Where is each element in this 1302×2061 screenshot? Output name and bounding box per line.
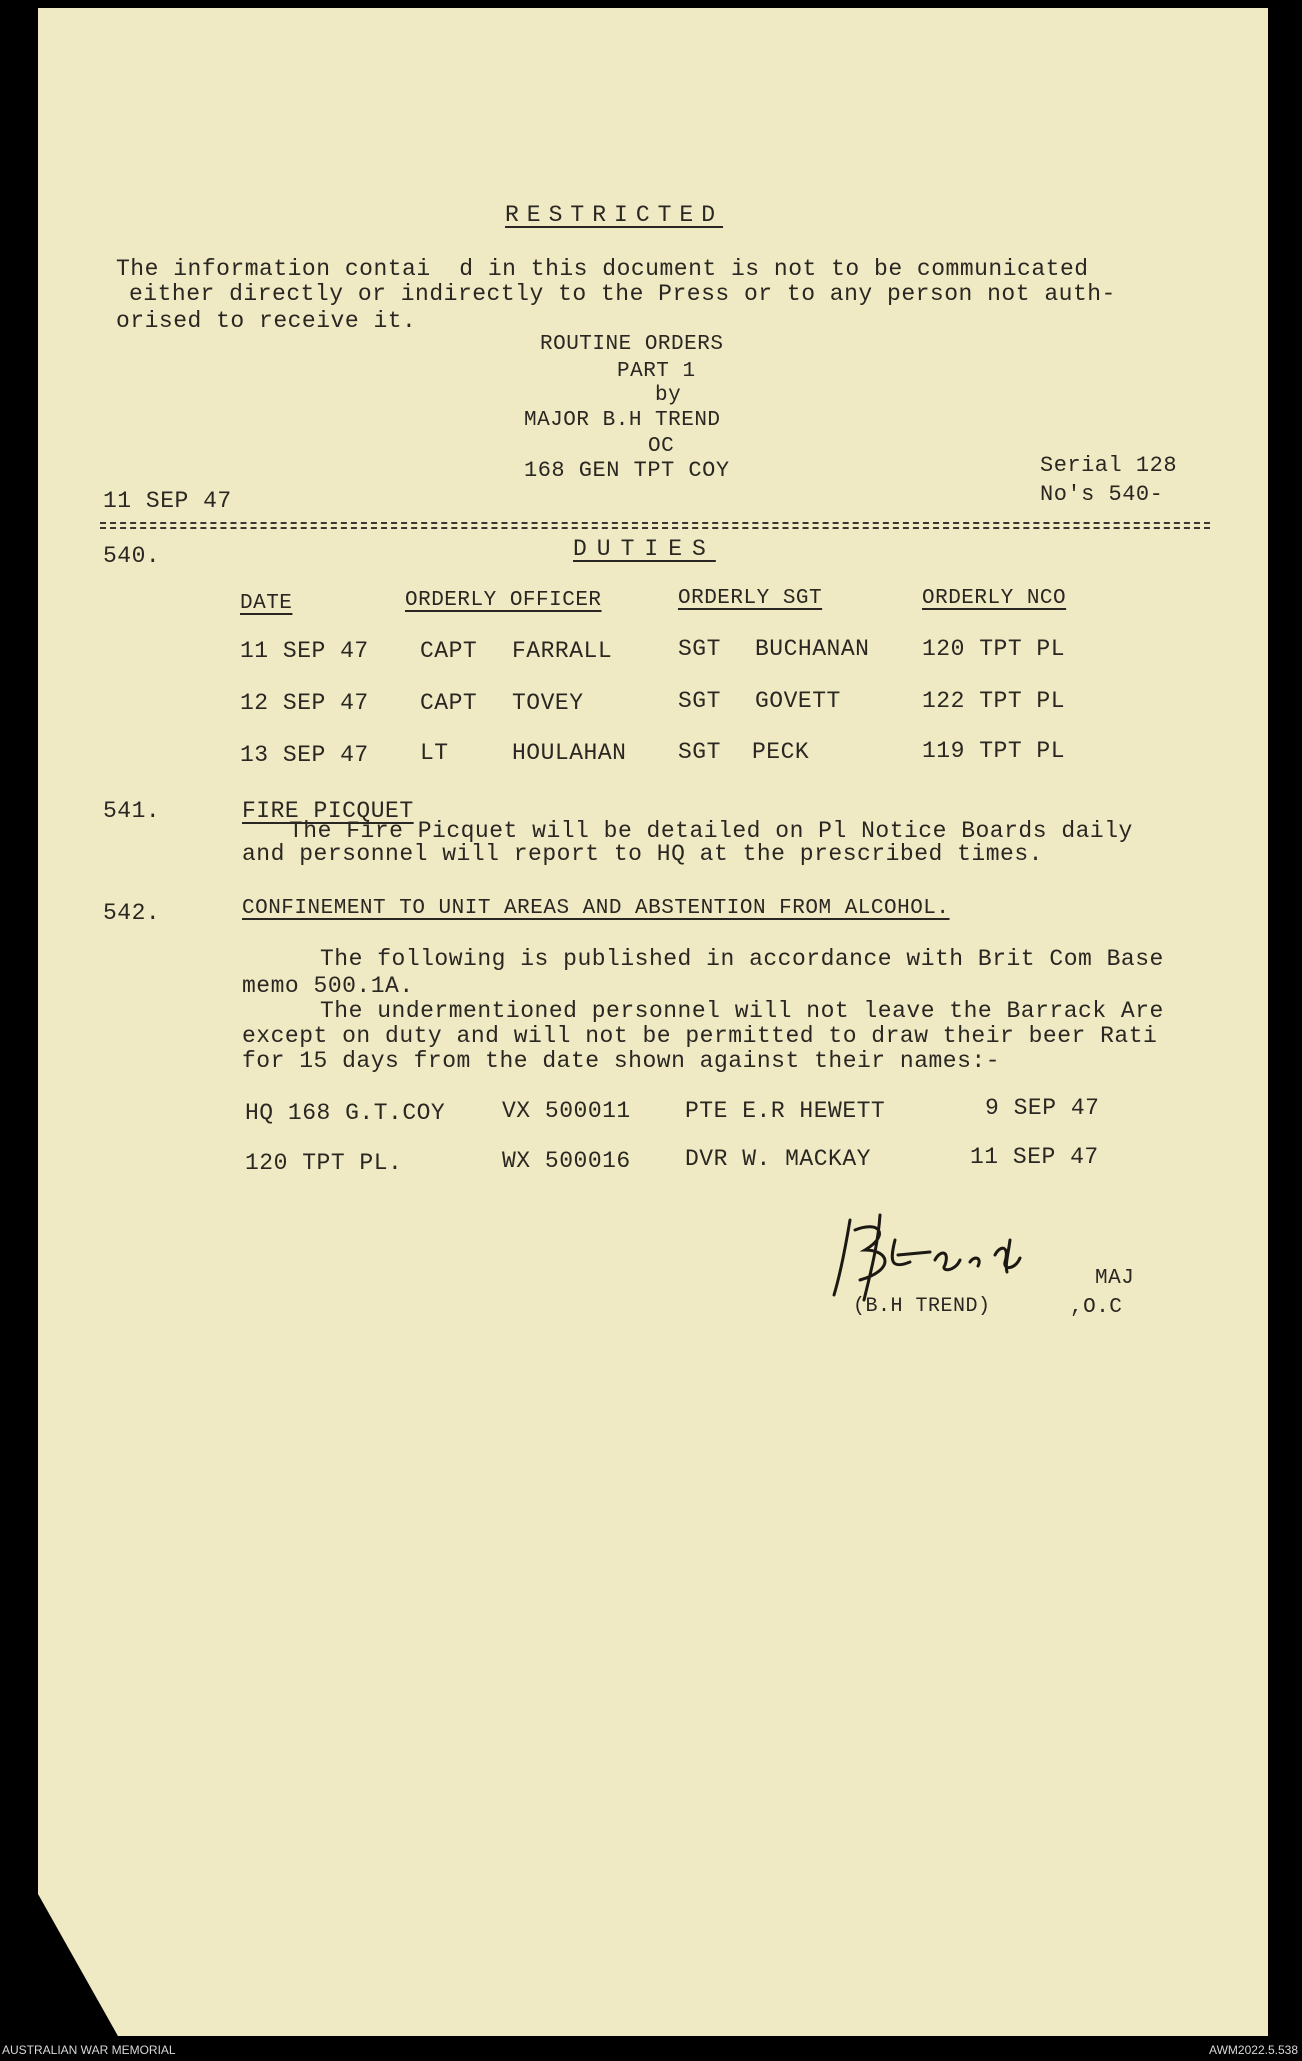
duty-row-1-nco: 120 TPT PL bbox=[922, 636, 1066, 662]
title-oc: OC bbox=[648, 435, 675, 458]
col-orderly-sgt: ORDERLY SGT bbox=[678, 587, 823, 610]
duty-row-2-officer-rank: CAPT bbox=[420, 690, 478, 716]
confinement-line-2: memo 500.1A. bbox=[242, 973, 414, 999]
duty-row-3-nco: 119 TPT PL bbox=[922, 738, 1066, 764]
col-orderly-officer: ORDERLY OFFICER bbox=[405, 589, 602, 612]
signature-rank: MAJ bbox=[1095, 1267, 1135, 1290]
duty-row-2-nco: 122 TPT PL bbox=[922, 688, 1066, 714]
duties-heading: DUTIES bbox=[573, 536, 716, 562]
title-by: by bbox=[655, 384, 682, 407]
duty-row-3-officer-name: HOULAHAN bbox=[512, 740, 627, 766]
warning-line-3: orised to receive it. bbox=[116, 308, 417, 334]
warning-line-1: The information contai d in this document is not to be communicated bbox=[116, 256, 1089, 282]
duty-row-3-officer-rank: LT bbox=[420, 740, 449, 766]
duty-row-3-sgt-rank: SGT bbox=[678, 739, 721, 765]
signature-role: ,O.C bbox=[1070, 1296, 1123, 1319]
handwritten-signature bbox=[820, 1200, 1100, 1310]
duty-row-2-sgt-rank: SGT bbox=[678, 688, 721, 714]
col-orderly-nco: ORDERLY NCO bbox=[922, 587, 1067, 610]
confinement-line-4: except on duty and will not be permitted to draw their beer Rati bbox=[242, 1023, 1158, 1049]
confinement-row-1-date: 9 SEP 47 bbox=[985, 1095, 1100, 1121]
confinement-line-1: The following is published in accordance with Brit Com Base bbox=[320, 946, 1164, 972]
signature-name: (B.H TREND) bbox=[853, 1295, 991, 1318]
confinement-row-1-name: PTE E.R HEWETT bbox=[685, 1098, 886, 1124]
confinement-row-2-unit: 120 TPT PL. bbox=[245, 1150, 403, 1176]
confinement-line-3: The undermentioned personnel will not leave the Barrack Are bbox=[320, 998, 1164, 1024]
confinement-row-2-number: WX 500016 bbox=[502, 1148, 631, 1174]
title-unit: 168 GEN TPT COY bbox=[524, 458, 730, 483]
duty-row-2-date: 12 SEP 47 bbox=[240, 690, 369, 716]
order-numbers: No's 540- bbox=[1040, 482, 1164, 507]
duty-row-3-date: 13 SEP 47 bbox=[240, 742, 369, 768]
footer-reference: AWM2022.5.538 bbox=[1209, 2043, 1298, 2057]
duty-row-1-date: 11 SEP 47 bbox=[240, 638, 369, 664]
para-number-541: 541. bbox=[103, 798, 161, 824]
confinement-row-2-name: DVR W. MACKAY bbox=[685, 1146, 871, 1172]
duty-row-1-sgt-rank: SGT bbox=[678, 636, 721, 662]
fire-picquet-line-2: and personnel will report to HQ at the prescribed times. bbox=[242, 841, 1043, 867]
confinement-line-5: for 15 days from the date shown against their names:- bbox=[242, 1048, 1001, 1074]
title-routine-orders: ROUTINE ORDERS bbox=[540, 333, 724, 356]
section-divider bbox=[100, 522, 1210, 524]
confinement-row-2-date: 11 SEP 47 bbox=[970, 1144, 1099, 1170]
duty-row-1-officer-rank: CAPT bbox=[420, 638, 478, 664]
duty-row-2-officer-name: TOVEY bbox=[512, 690, 584, 716]
duty-row-3-sgt-name: PECK bbox=[752, 739, 810, 765]
duty-row-2-sgt-name: GOVETT bbox=[755, 688, 841, 714]
para-number-542: 542. bbox=[103, 900, 161, 926]
warning-line-2: either directly or indirectly to the Press or to any person not auth- bbox=[129, 281, 1116, 307]
fire-picquet-line-1: The Fire Picquet will be detailed on Pl Notice Boards daily bbox=[289, 818, 1133, 844]
duty-row-1-sgt-name: BUCHANAN bbox=[755, 636, 870, 662]
fire-picquet-heading: FIRE PICQUET bbox=[242, 798, 414, 824]
confinement-heading: CONFINEMENT TO UNIT AREAS AND ABSTENTION FROM ALCOHOL. bbox=[242, 897, 950, 920]
para-number-540: 540. bbox=[103, 543, 161, 569]
order-date: 11 SEP 47 bbox=[103, 488, 232, 514]
serial-number: Serial 128 bbox=[1040, 453, 1178, 478]
duty-row-1-officer-name: FARRALL bbox=[512, 638, 613, 664]
classification-heading: RESTRICTED bbox=[505, 202, 724, 228]
title-part: PART 1 bbox=[617, 360, 696, 383]
col-date: DATE bbox=[240, 592, 293, 615]
title-major: MAJOR B.H TREND bbox=[524, 409, 721, 432]
confinement-row-1-number: VX 500011 bbox=[502, 1098, 631, 1124]
footer-archive-name: AUSTRALIAN WAR MEMORIAL bbox=[2, 2043, 176, 2057]
confinement-row-1-unit: HQ 168 G.T.COY bbox=[245, 1100, 446, 1126]
section-divider-2 bbox=[100, 527, 1210, 529]
